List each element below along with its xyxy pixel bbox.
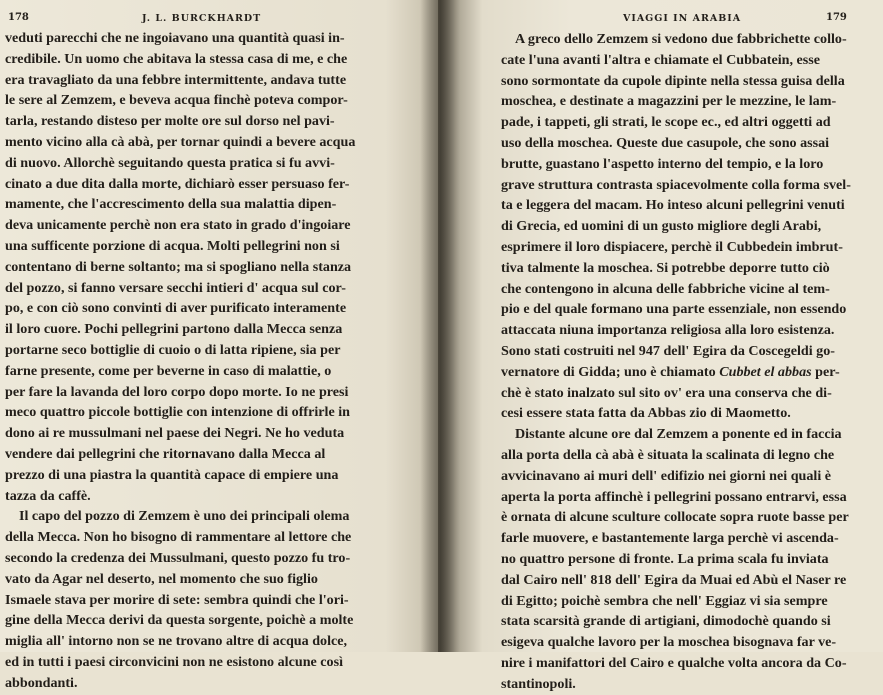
text-line: mento vicino alla cà abà, per tornar quindi a bevere acqua <box>5 133 356 150</box>
text-line: il loro cuore. Pochi pellegrini partono dalla Mecca senza <box>5 321 343 338</box>
text-line: portarne seco bottiglie di cuoio o di latta ripiene, sia per <box>5 341 341 358</box>
text-line: sono sormontate da cupole dipinte nella stessa guisa della <box>501 72 845 89</box>
text-line: di Egitto; poichè sembra che nell' Eggiaz vi sia sempre <box>501 592 828 609</box>
text-line: chè è stato inalzato sul sito ov' era una conserva che di- <box>501 384 832 401</box>
text-line: secondo la credenza dei Mussulmani, questo pozzo fu tro- <box>5 549 351 566</box>
text-line: cate l'una avanti l'altra e chiamate el Cubbatein, esse <box>501 51 821 68</box>
text-line: Ismaele stava per morire di sete: sembra quindi che l'ori- <box>5 591 349 608</box>
text-line: moschea, e destinate a magazzini per le mezzine, le lam- <box>501 93 837 110</box>
paragraph-start-line: Il capo del pozzo di Zemzem è uno dei principali olema <box>19 508 350 525</box>
text-line: mamente, che l'accrescimento della sua malattia dipen- <box>5 196 337 213</box>
text-line: esprimere il loro dispiacere, perchè il Cubbedein imbrut- <box>501 238 843 255</box>
text-line: è ornata di alcune sculture collocate sopra ruote basse per <box>501 509 849 526</box>
text-line: veduti parecchi che ne ingoiavano una quantità quasi in- <box>5 30 345 46</box>
text-line: le sere al Zemzem, e beveva acqua finchè poteva compor- <box>5 92 348 109</box>
text-line: credibile. Un uomo che abitava la stessa casa di me, e che <box>5 50 348 67</box>
book-gutter-shadow <box>420 0 460 652</box>
text-line: tiva talmente la moschea. Si potrebbe deporre tutto ciò <box>501 259 830 276</box>
right-page-number: 179 <box>826 12 847 23</box>
right-running-head: VIAGGI IN ARABIA <box>623 13 742 24</box>
text-line: del pozzo, si fanno versare secchi intieri d' acqua sul cor- <box>5 279 346 296</box>
text-line: ed in tutti i paesi circonvicini non ne esistono alcune così <box>5 653 344 670</box>
text-line: tazza da caffè. <box>5 487 91 504</box>
text-line: brutte, guastano l'aspetto interno del tempio, e la loro <box>501 155 824 172</box>
text-line: no quattro persone di fronte. La prima scala fu inviata <box>501 550 829 567</box>
text-line: cinato a due dita dalla morte, dichiarò esser persuaso fer- <box>5 175 350 192</box>
text-line: di nuovo. Allorchè seguitando questa pratica si fu avvi- <box>5 154 335 171</box>
text-line: farne presente, come per beverne in caso di malattie, o <box>5 362 332 379</box>
text-line: tarla, restando disteso per molte ore sul dorso nel pavi- <box>5 113 335 130</box>
text-line: miglia all' intorno non se ne trovano altre di acqua dolce, <box>5 633 348 650</box>
right-page-body <box>501 29 869 695</box>
text-line: prezzo di una piastra la quantità capace di empiere una <box>5 466 339 483</box>
text-line: uso della moschea. Queste due casupole, che sono assai <box>501 134 830 151</box>
text-line: dal Cairo nell' 818 dell' Egira da Muai ed Abù el Naser re <box>501 571 847 588</box>
text-line: Sono stati costruiti nel 947 dell' Egira da Coscegeldi go- <box>501 342 835 359</box>
paragraph-start-line: Distante alcune ore dal Zemzem a ponente ed in faccia <box>515 426 842 443</box>
left-running-head: J. L. BURCKHARDT <box>142 13 262 24</box>
text-segment: per- <box>811 363 840 380</box>
text-line: grave struttura contrasta spiacevolmente colla forma svel- <box>501 176 851 193</box>
text-line: della Mecca. Non ho bisogno di rammentare al lettore che <box>5 529 352 546</box>
text-line: esigeva qualche lavoro per la moschea bisognava far ve- <box>501 634 837 651</box>
text-line: meco quattro piccole bottiglie con intenzione di offrirle in <box>5 404 350 421</box>
left-page <box>0 0 438 691</box>
text-line: che contengono in alcuna delle fabbriche vicine al tem- <box>501 280 830 297</box>
text-line: pade, i tappeti, gli strati, le scope ec., ed altri oggetti ad <box>501 114 831 131</box>
italic-term: Cubbet el abbas <box>719 363 812 380</box>
text-line: farle muovere, e bastantemente larga perchè vi ascenda- <box>501 530 839 547</box>
text-line: per fare la lavanda del loro corpo dopo morte. Io ne presi <box>5 383 349 400</box>
text-line: di Grecia, ed uomini di un gusto migliore degli Arabi, <box>501 218 822 235</box>
text-line: stata scarsità grande di artigiani, dimodochè quando si <box>501 613 831 630</box>
paragraph-start-line: A greco dello Zemzem si vedono due fabbrichette collo- <box>515 31 847 47</box>
text-line: alla porta della cà abà è situata la scalinata di legno che <box>501 446 835 463</box>
text-line: contentano di berne soltanto; ma si spogliano nella stanza <box>5 258 352 275</box>
text-line: abbondanti. <box>5 674 78 691</box>
text-line: aperta la porta affinchè i pellegrini possano entrarvi, essa <box>501 488 847 505</box>
text-line: era travagliato da una febbre intermittente, andava tutte <box>5 71 347 88</box>
text-segment: vernatore di Gidda; uno è chiamato <box>501 363 720 380</box>
left-page-number: 178 <box>8 12 29 23</box>
text-line-with-italic <box>501 362 869 383</box>
text-line: attaccata niuna importanza religiosa alla loro esistenza. <box>501 322 835 339</box>
text-line: vendere dai pellegrini che ritornavano dalla Mecca al <box>5 445 326 462</box>
text-line: nire i manifattori del Cairo e qualche volta ancora da Co- <box>501 654 847 671</box>
text-line: ta e leggera del macam. Ho inteso alcuni pellegrini venuti <box>501 197 845 214</box>
text-line: deva unicamente perchè non era stato in grado d'ingoiare <box>5 217 351 234</box>
text-line: pio e del quale formano una parte essenziale, non essendo <box>501 301 847 318</box>
text-line: gine della Mecca derivi da questa sorgente, poichè a molte <box>5 612 354 629</box>
text-line: avvicinavano ai muri dell' edifizio nei giorni nei quali è <box>501 467 832 484</box>
right-page <box>438 0 883 692</box>
text-line: vato da Agar nel deserto, nel momento che suo figlio <box>5 570 318 587</box>
left-page-body <box>5 28 370 694</box>
text-line: stantinopoli. <box>501 675 576 692</box>
text-line: cesi essere stata fatta da Abbas zio di Maometto. <box>501 405 791 422</box>
text-line: una sufficente porzione di acqua. Molti pellegrini non si <box>5 237 340 254</box>
text-line: dono ai re mussulmani nel paese dei Negri. Ne ho veduta <box>5 425 345 442</box>
text-line: po, e con ciò sono convinti di aver purificato interamente <box>5 300 347 317</box>
